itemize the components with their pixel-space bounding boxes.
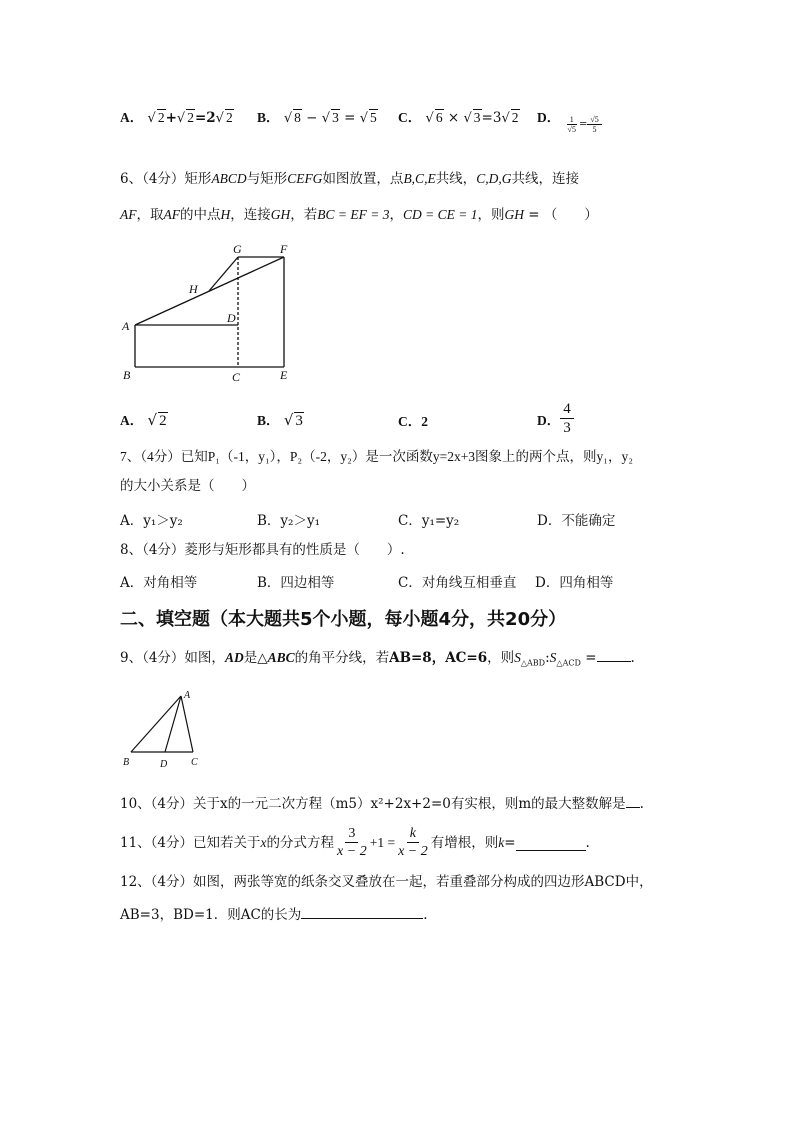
segment-ac xyxy=(181,696,193,752)
label-d: D xyxy=(160,759,168,770)
q8-option-b[interactable]: B．四边相等 xyxy=(257,575,335,591)
q10-answer-blank[interactable] xyxy=(626,807,640,808)
q6-option-a[interactable]: A． √ 2 xyxy=(120,411,167,429)
label-b: B xyxy=(123,368,131,382)
q7-line1: 7、（4分）已知P₁（-1，y₁），P₂（-2，y₂）是一次函数y=2x+3图象上的两个点，则y₁，y₂ xyxy=(120,449,633,464)
q5-option-d-label: D． xyxy=(537,110,561,125)
q10-line: 10、（4分）关于x的一元二次方程（m5）x²+2x+2=0有实根，则m的最大整数解是 . xyxy=(120,796,644,812)
q5-option-b-label: B． xyxy=(257,110,280,125)
q7-option-c[interactable]: C．y₁=y₂ xyxy=(398,513,460,529)
q5-option-b[interactable] xyxy=(257,106,378,126)
q9-answer-blank[interactable] xyxy=(597,661,631,662)
q5-option-d-expr: $\frac{1}{√5}$ = $\frac{√5}{5}$ xyxy=(565,115,602,134)
q7-line2: 的大小关系是（ ） xyxy=(120,478,255,494)
q12-answer-blank[interactable] xyxy=(301,904,423,919)
label-c: C xyxy=(191,757,198,768)
label-g: G xyxy=(233,242,242,256)
section-title: 二、填空题（本大题共5个小题，每小题4分，共20分） xyxy=(120,609,567,630)
q5-option-c-label: C． xyxy=(398,110,422,125)
q9-figure xyxy=(115,686,215,770)
q5-option-a-expr: √ 2+√ 2=2√ 2 xyxy=(147,110,233,126)
q5-option-b-expr: √ 8 − √ 3 = √ 5 xyxy=(283,110,377,126)
q8-line1: 8、（4分）菱形与矩形都具有的性质是（ ）. xyxy=(120,542,405,558)
q7-option-b[interactable]: B．y₂＞y₁ xyxy=(257,513,320,529)
q5-option-a-label: A． xyxy=(120,110,144,125)
q6-option-b[interactable]: B． √ 3 xyxy=(257,411,303,429)
q6-figure xyxy=(115,238,305,388)
q8-option-c[interactable]: C．对角线互相垂直 xyxy=(398,575,517,591)
q6-line1: 6、（4分）矩形ABCD与矩形CEFG如图放置，点B,C,E共线，C,D,G共线，连接 xyxy=(120,171,579,187)
q5-option-d[interactable] xyxy=(537,106,602,134)
q7-option-a[interactable]: A．y₁＞y₂ xyxy=(120,513,183,529)
segment-gh xyxy=(209,257,238,291)
label-c: C xyxy=(232,370,241,384)
q7-option-d[interactable]: D．不能确定 xyxy=(537,513,616,529)
q6-option-d-fraction: $\frac{4}{3}$ xyxy=(560,400,574,437)
label-a: A xyxy=(184,690,191,701)
q6-line2: AF，取AF的中点H，连接GH，若BC = EF = 3，CD = CE = 1，则GH = （ ） xyxy=(120,207,598,223)
label-a: A xyxy=(122,319,130,333)
q11-answer-blank[interactable] xyxy=(516,834,586,851)
q9-line: 9、（4分）如图，AD是△ABC的角平分线，若AB=8，AC=6，则$S_{\triangle ABD}:S_{\triangle ACD}$ = . xyxy=(120,650,635,668)
q5-option-c[interactable] xyxy=(398,106,520,126)
label-h: H xyxy=(189,282,198,296)
q5-option-a[interactable] xyxy=(120,106,234,126)
q5-option-c-expr: √ 6 × √ 3=3√ 2 xyxy=(425,110,519,126)
q12-line1: 12、（4分）如图，两张等宽的纸条交叉叠放在一起，若重叠部分构成的四边形ABCD中， xyxy=(120,874,653,890)
q8-option-a[interactable]: A．对角相等 xyxy=(120,575,198,591)
q12-line2: AB=3，BD=1．则AC的长为 . xyxy=(120,904,428,925)
label-d: D xyxy=(227,311,236,325)
q6-option-c[interactable]: C．2 xyxy=(398,414,428,429)
q6-option-d[interactable]: D． $\frac{4}{3}$ xyxy=(537,400,574,437)
q8-option-d[interactable]: D．四角相等 xyxy=(535,575,614,591)
label-e: E xyxy=(280,368,288,382)
label-b: B xyxy=(123,757,130,768)
label-f: F xyxy=(280,242,288,256)
q11-line: 11、（4分）已知若关于 x 的分式方程 $\frac{3}{x - 2}$ +1 = $\frac{k}{x - 2}$ 有增根，则 k = . xyxy=(120,826,590,859)
